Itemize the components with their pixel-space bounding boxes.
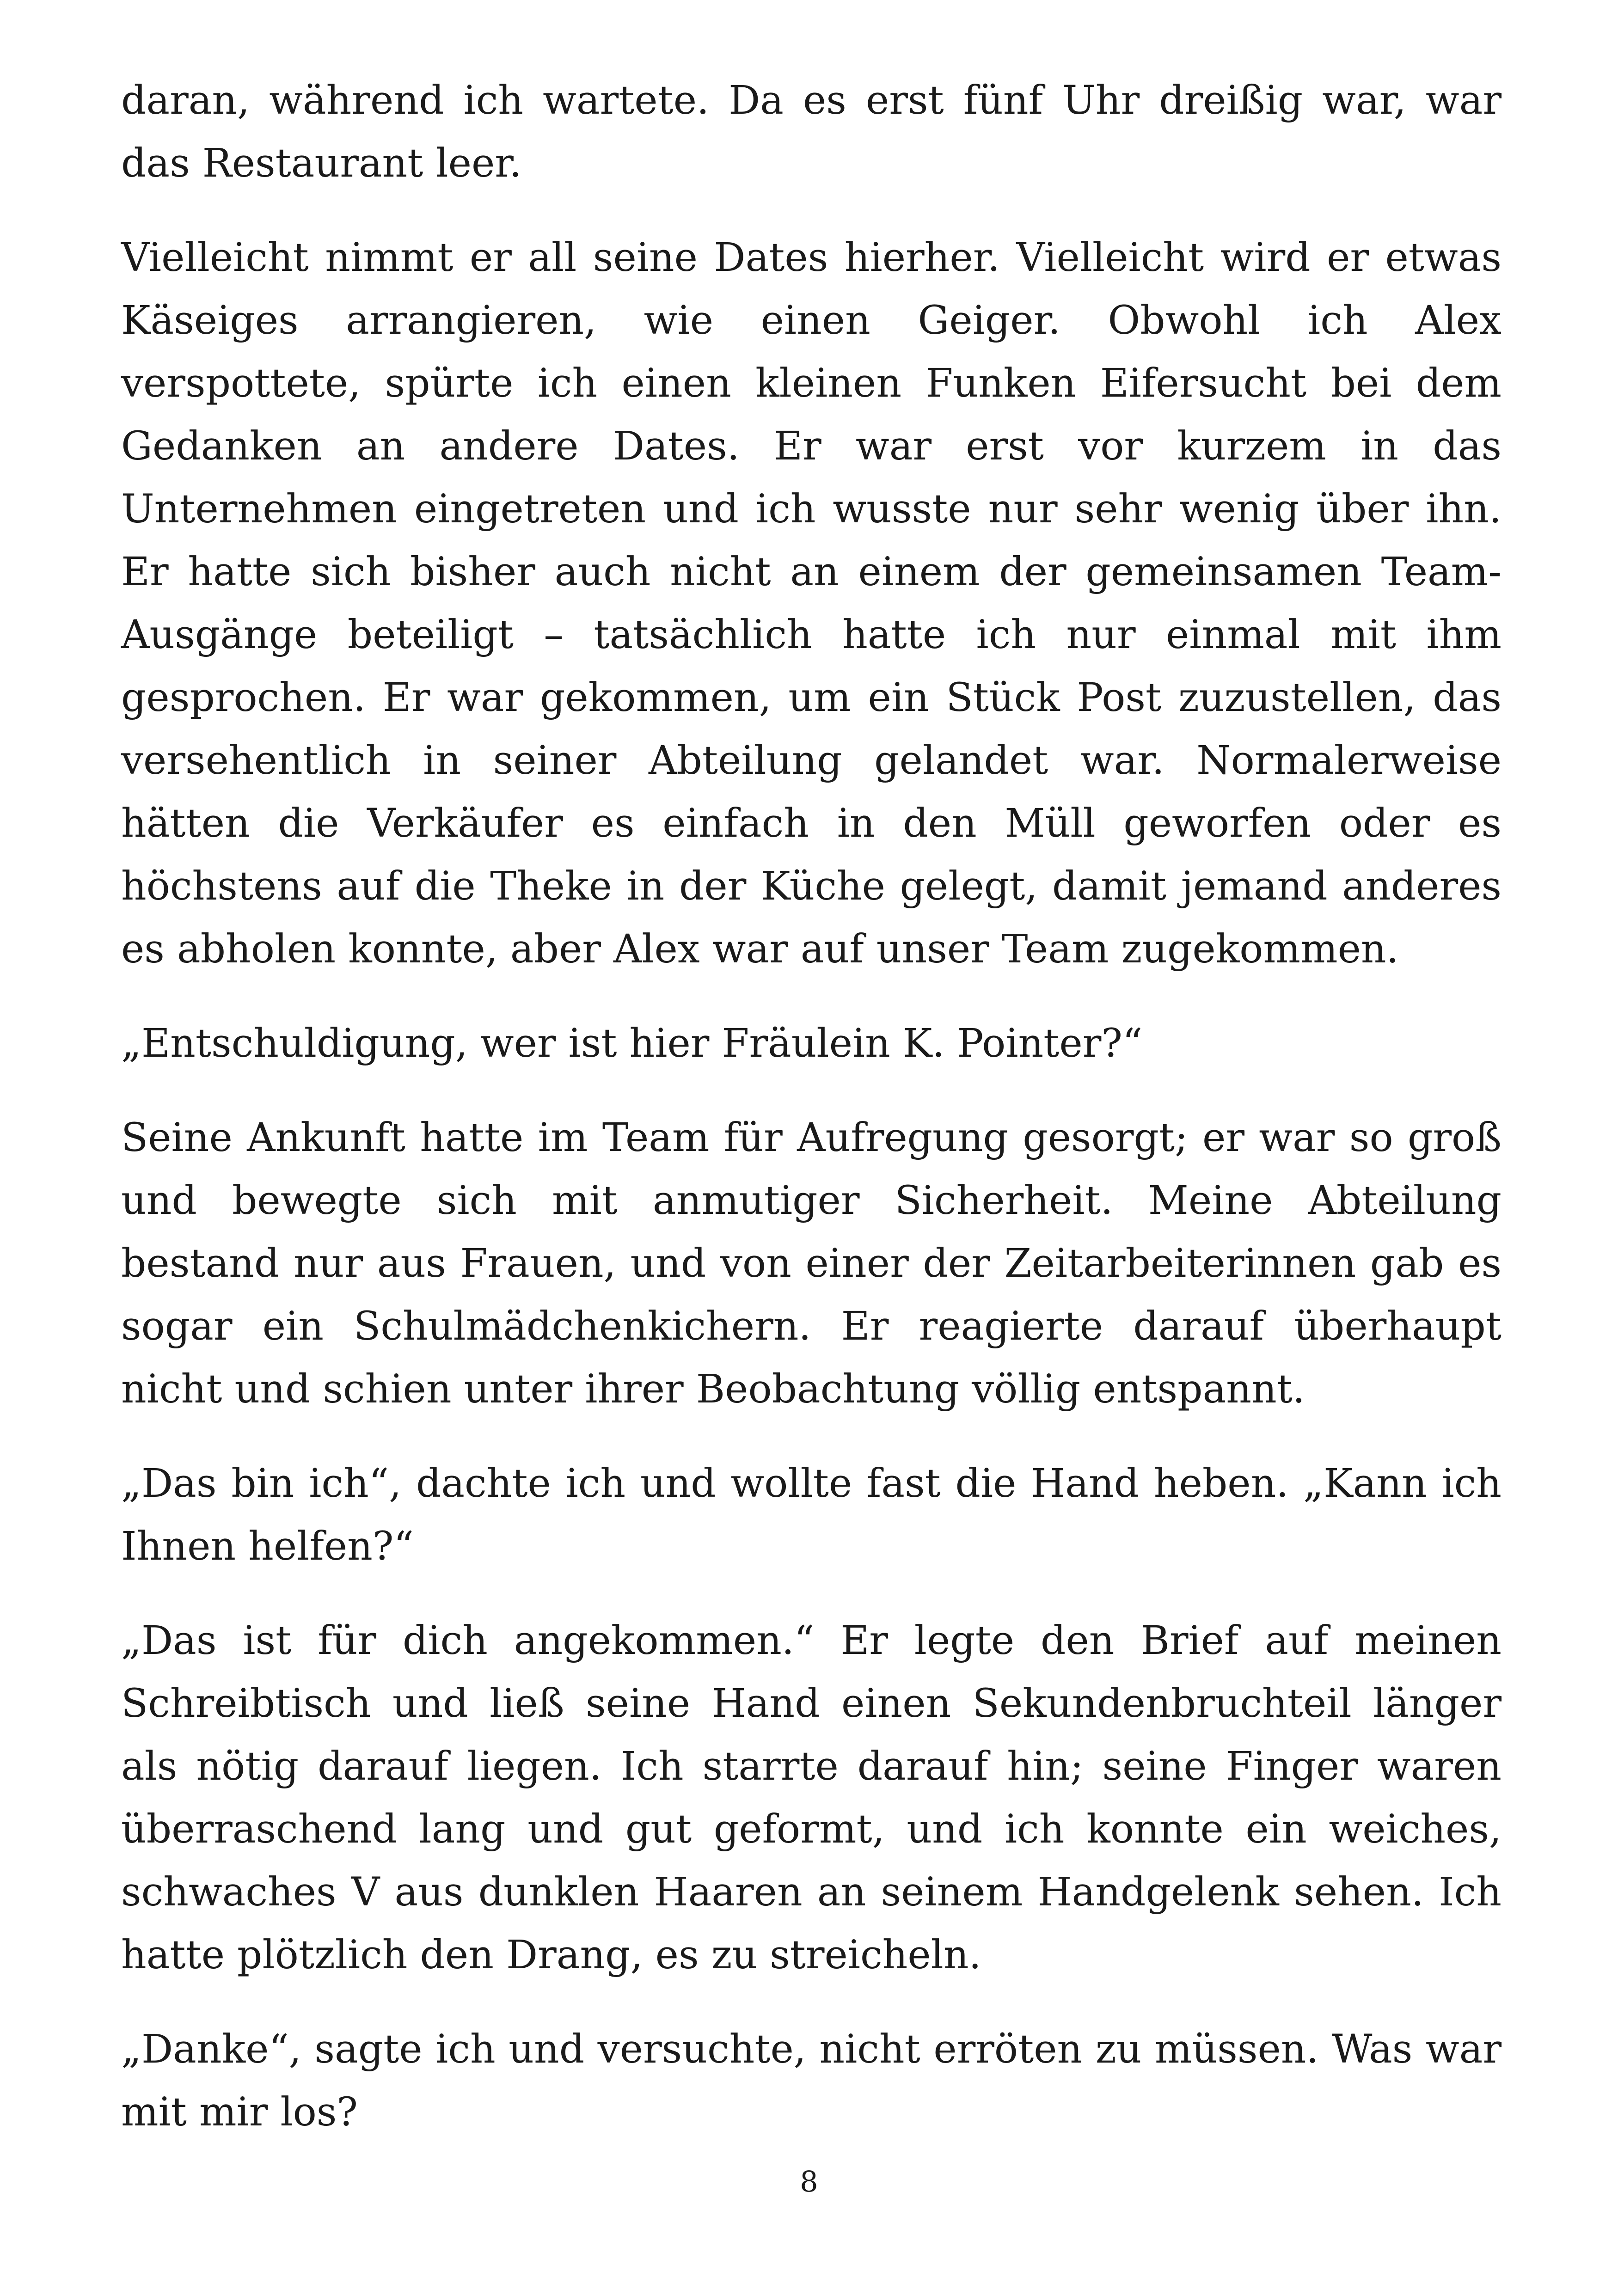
body-text [121,69,1502,2175]
paragraph: „Entschuldigung, wer ist hier Fräulein K. Pointer?“ [121,1021,1143,1066]
paragraph: „Das bin ich“, dachte ich und wollte fast die Hand heben. „Kann ich Ihnen helfen?“ [121,1461,1502,1569]
paragraph: „Das ist für dich angekommen.“ Er legte den Brief auf meinen Schreibtisch und ließ seine Hand einen Sekundenbruchteil länger als nötig darauf liegen. Ich starrte darauf hin; seine Finger waren überraschend lang und gut geformt, und ich konnte ein weiches, schwaches V aus dunklen Haaren an seinem Handgelenk sehen. Ich hatte plötzlich den Drang, es zu streicheln. [121,1618,1502,1978]
paragraph: Vielleicht nimmt er all seine Dates hierher. Vielleicht wird er etwas Käseiges arrangieren, wie einen Geiger. Obwohl ich Alex verspottete, spürte ich einen kleinen Funken Eifersucht bei dem Gedanken an andere Dates. Er war erst vor kurzem in das Unternehmen eingetreten und ich wusste nur sehr wenig über ihn. Er hatte sich bisher auch nicht an einem der gemeinsamen Team-Ausgänge beteiligt – tatsächlich hatte ich nur einmal mit ihm gesprochen. Er war gekommen, um ein Stück Post zuzustellen, das versehentlich in seiner Abteilung gelandet war. Normalerweise hätten die Verkäufer es einfach in den Müll geworfen oder es höchstens auf die Theke in der Küche gelegt, damit jemand anderes es abholen konnte, aber Alex war auf unser Team zugekommen. [121,235,1502,972]
paragraph: daran, während ich wartete. Da es erst fünf Uhr dreißig war, war das Restaurant leer. [121,78,1502,186]
paragraph: „Danke“, sagte ich und versuchte, nicht erröten zu müssen. Was war mit mir los? [121,2027,1502,2135]
page-number: 8 [800,2165,818,2198]
paragraph: Seine Ankunft hatte im Team für Aufregung gesorgt; er war so groß und bewegte sich mit anmutiger Sicherheit. Meine Abteilung bestand nur aus Frauen, und von einer der Zeitarbeiterinnen gab es sogar ein Schulmädchenkichern. Er reagierte darauf überhaupt nicht und schien unter ihrer Beobachtung völlig entspannt. [121,1115,1502,1412]
